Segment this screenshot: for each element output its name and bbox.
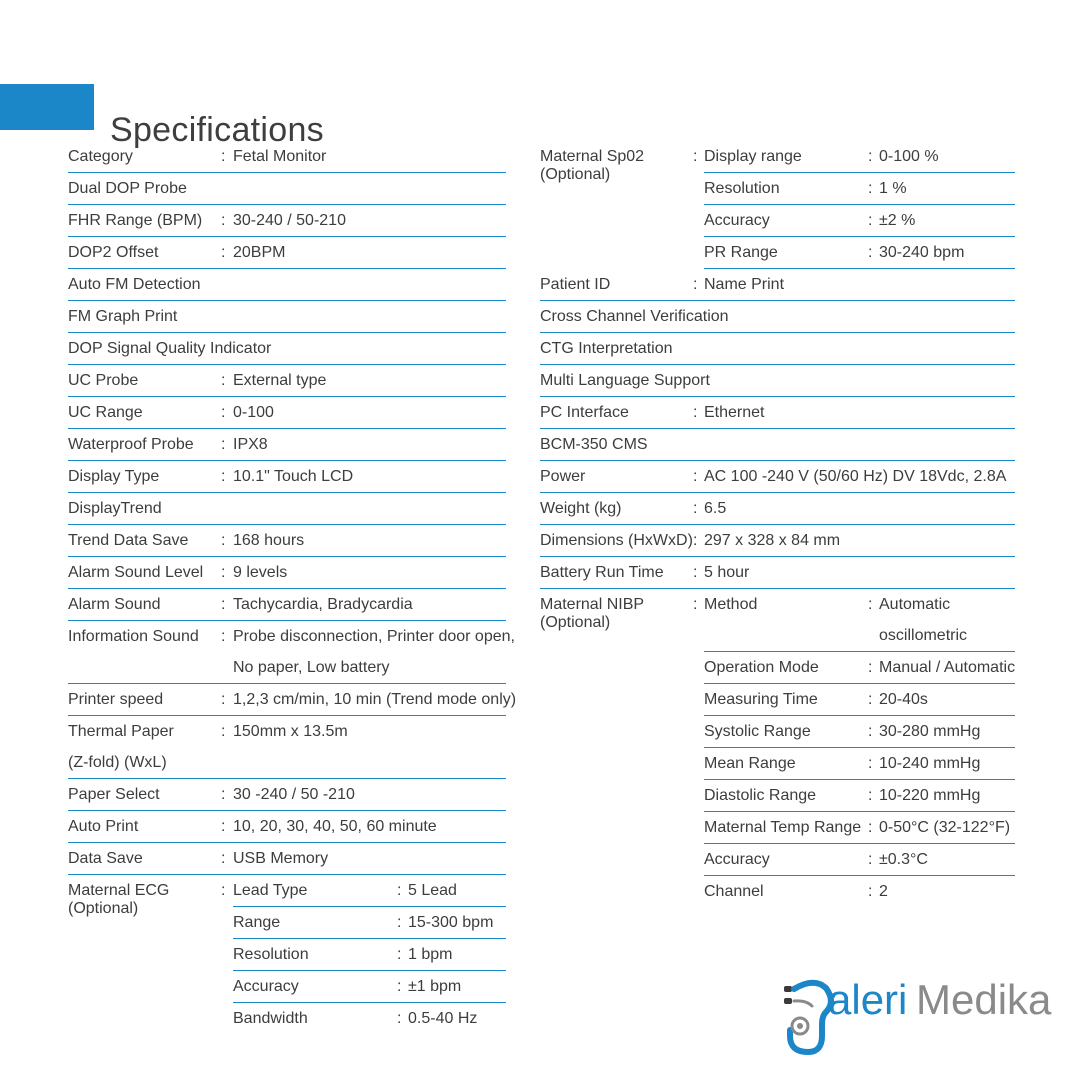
spec-label: Information Sound	[68, 628, 199, 645]
spec-label: Power	[540, 468, 586, 485]
spec-row	[540, 334, 1015, 365]
spec-colon: :	[397, 1010, 402, 1027]
spec-label: Auto FM Detection	[68, 276, 201, 293]
spec-subvalue: 30-240 bpm	[879, 244, 965, 261]
spec-colon: :	[868, 819, 873, 836]
spec-row	[68, 526, 506, 557]
spec-value: 30 -240 / 50 -210	[233, 786, 355, 803]
spec-label: Category	[68, 148, 133, 165]
spec-label: CTG Interpretation	[540, 340, 673, 357]
spec-label: Data Save	[68, 850, 143, 867]
spec-label: Printer speed	[68, 691, 164, 708]
maternal-nibp	[540, 590, 1015, 907]
spec-subvalue: Automatic	[879, 596, 951, 613]
spec-label: FM Graph Print	[68, 308, 178, 325]
logo-text-aleri: aleri	[828, 976, 908, 1023]
spec-label: Cross Channel Verification	[540, 308, 729, 325]
spec-subrow	[233, 940, 506, 971]
spec-colon: :	[221, 596, 226, 613]
spec-row	[68, 494, 506, 525]
spec-label: Alarm Sound Level	[68, 564, 204, 581]
spec-subrow	[704, 653, 1015, 684]
spec-colon: :	[693, 596, 698, 613]
spec-subvalue: 1 %	[879, 180, 907, 197]
spec-colon: :	[693, 468, 698, 485]
spec-row	[540, 558, 1015, 589]
spec-column-left	[68, 142, 517, 1035]
spec-colon: :	[397, 978, 402, 995]
spec-subrow	[704, 685, 1015, 716]
spec-subvalue: 10-240 mmHg	[879, 755, 981, 772]
spec-colon: :	[221, 723, 226, 740]
spec-colon: :	[221, 628, 226, 645]
maternal-ecg-label	[68, 876, 169, 918]
spec-colon: :	[693, 276, 698, 293]
maternal-nibp-title: Maternal NIBP	[540, 596, 645, 613]
spec-label: Weight (kg)	[540, 500, 622, 517]
maternal-spo2-title: Maternal Sp02	[540, 148, 645, 165]
title-accent-bar	[0, 84, 94, 130]
spec-label: Trend Data Save	[68, 532, 189, 549]
maternal-nibp-optional: (Optional)	[540, 614, 611, 631]
spec-row	[68, 206, 506, 237]
spec-label: UC Probe	[68, 372, 139, 389]
spec-row	[68, 174, 506, 205]
spec-subrow	[704, 813, 1015, 844]
spec-label: Multi Language Support	[540, 372, 710, 389]
spec-sublabel: Maternal Temp Range	[704, 819, 862, 836]
spec-subrow	[233, 972, 506, 1003]
spec-row	[540, 302, 1015, 333]
spec-row	[68, 780, 506, 811]
spec-colon: :	[221, 468, 226, 485]
maternal-nibp-items	[704, 590, 1015, 907]
spec-sublabel: Mean Range	[704, 755, 796, 772]
spec-colon: :	[221, 404, 226, 421]
spec-sublabel: Diastolic Range	[704, 787, 817, 804]
spec-value: 0-100	[233, 404, 274, 421]
spec-subvalue: ±0.3°C	[879, 851, 928, 868]
logo-text-medika: Medika	[916, 976, 1052, 1023]
spec-sublabel: Systolic Range	[704, 723, 811, 740]
spec-row	[540, 526, 1015, 557]
spec-value: 6.5	[704, 500, 727, 517]
spec-label: Battery Run Time	[540, 564, 664, 581]
spec-row	[68, 366, 506, 397]
spec-colon: :	[221, 850, 226, 867]
spec-row	[68, 334, 506, 365]
spec-value: 5 hour	[704, 564, 750, 581]
spec-value: 20BPM	[233, 244, 286, 261]
spec-colon: :	[221, 564, 226, 581]
spec-subvalue: ±2 %	[879, 212, 916, 229]
spec-value: External type	[233, 372, 327, 389]
spec-colon: :	[221, 212, 226, 229]
spec-row	[68, 558, 506, 589]
spec-colon: :	[868, 148, 873, 165]
spec-label: Display Type	[68, 468, 160, 485]
spec-subrow	[704, 590, 1015, 652]
spec-row	[68, 685, 517, 716]
maternal-ecg-items	[233, 876, 506, 1034]
spec-subrow	[704, 845, 1015, 876]
spec-colon: :	[868, 691, 873, 708]
spec-label: Dimensions (HxWxD)	[540, 532, 693, 549]
spec-colon: :	[221, 532, 226, 549]
spec-value: Tachycardia, Bradycardia	[233, 596, 413, 613]
spec-label: Auto Print	[68, 818, 139, 835]
spec-colon: :	[868, 851, 873, 868]
spec-subvalue: 20-40s	[879, 691, 928, 708]
spec-row	[68, 302, 506, 333]
spec-label: Patient ID	[540, 276, 611, 293]
spec-subvalue: 1 bpm	[408, 946, 453, 963]
spec-colon: :	[693, 532, 698, 549]
spec-row	[68, 398, 506, 429]
spec-row	[540, 462, 1015, 493]
maternal-spo2-label	[540, 142, 644, 184]
spec-label: Alarm Sound	[68, 596, 161, 613]
spec-subvalue: 0-100 %	[879, 148, 939, 165]
spec-sublabel: Resolution	[704, 180, 780, 197]
spec-value: 150mm x 13.5m	[233, 723, 348, 740]
spec-label: Waterproof Probe	[68, 436, 194, 453]
spec-value: USB Memory	[233, 850, 329, 867]
spec-sublabel: Operation Mode	[704, 659, 819, 676]
spec-colon: :	[868, 787, 873, 804]
spec-subvalue-line2: oscillometric	[879, 627, 968, 644]
spec-colon: :	[221, 882, 226, 899]
spec-sublabel: Method	[704, 596, 758, 613]
maternal-ecg-optional: (Optional)	[68, 900, 139, 917]
spec-colon: :	[221, 244, 226, 261]
maternal-spo2-optional: (Optional)	[540, 166, 611, 183]
spec-row	[68, 462, 506, 493]
spec-subrow	[704, 206, 1015, 237]
spec-subvalue: 0.5-40 Hz	[408, 1010, 478, 1027]
spec-sublabel: PR Range	[704, 244, 778, 261]
spec-subrow	[704, 174, 1015, 205]
maternal-ecg-title: Maternal ECG	[68, 882, 170, 899]
spec-colon: :	[221, 818, 226, 835]
spec-colon: :	[221, 786, 226, 803]
spec-subrow	[233, 908, 506, 939]
spec-label: Paper Select	[68, 786, 160, 803]
spec-sublabel: Accuracy	[233, 978, 299, 995]
spec-value: 30-240 / 50-210	[233, 212, 346, 229]
spec-subrow	[704, 142, 1015, 173]
spec-colon: :	[868, 212, 873, 229]
spec-colon: :	[868, 244, 873, 261]
spec-sublabel: Channel	[704, 883, 764, 900]
galeri-medika-logo	[780, 972, 1060, 1062]
spec-sublabel: Resolution	[233, 946, 309, 963]
spec-row	[68, 717, 506, 779]
spec-subrow	[233, 1004, 506, 1034]
spec-row	[68, 844, 506, 875]
spec-colon: :	[221, 436, 226, 453]
spec-label: DisplayTrend	[68, 500, 162, 517]
spec-subvalue: Manual / Automatic	[879, 659, 1016, 676]
spec-colon: :	[868, 596, 873, 613]
spec-colon: :	[221, 691, 226, 708]
spec-label-line2: (Z-fold) (WxL)	[68, 754, 167, 771]
spec-label: BCM-350 CMS	[540, 436, 648, 453]
spec-colon: :	[693, 148, 698, 165]
spec-subrow	[704, 877, 1015, 907]
maternal-spo2-items	[704, 142, 1015, 269]
spec-label: DOP2 Offset	[68, 244, 159, 261]
spec-subvalue: ±1 bpm	[408, 978, 462, 995]
spec-value: Name Print	[704, 276, 785, 293]
spec-subrow	[704, 238, 1015, 269]
spec-row	[68, 622, 515, 684]
spec-colon: :	[868, 180, 873, 197]
spec-row	[540, 270, 1015, 301]
spec-row	[68, 270, 506, 301]
spec-subvalue: 0-50°C (32-122°F)	[879, 819, 1011, 836]
spec-subvalue: 5 Lead	[408, 882, 457, 899]
spec-colon: :	[693, 564, 698, 581]
spec-row	[540, 398, 1015, 429]
maternal-spo2	[540, 142, 1015, 269]
spec-colon: :	[397, 882, 402, 899]
spec-subvalue: 30-280 mmHg	[879, 723, 981, 740]
spec-subrow	[704, 749, 1015, 780]
spec-value: 10, 20, 30, 40, 50, 60 minute	[233, 818, 437, 835]
spec-colon: :	[868, 659, 873, 676]
spec-value: Fetal Monitor	[233, 148, 327, 165]
spec-sublabel: Lead Type	[233, 882, 308, 899]
spec-colon: :	[397, 946, 402, 963]
spec-subrow	[704, 717, 1015, 748]
spec-label: DOP Signal Quality Indicator	[68, 340, 272, 357]
spec-subrow	[233, 876, 506, 907]
page-title: Specifications	[110, 110, 324, 149]
spec-subvalue: 15-300 bpm	[408, 914, 494, 931]
spec-value: 297 x 328 x 84 mm	[704, 532, 841, 549]
spec-colon: :	[868, 755, 873, 772]
spec-row	[68, 812, 506, 843]
spec-sublabel: Measuring Time	[704, 691, 818, 708]
spec-row	[68, 238, 506, 269]
spec-colon: :	[397, 914, 402, 931]
spec-row	[68, 142, 506, 173]
spec-value: Probe disconnection, Printer door open,	[233, 628, 515, 645]
spec-value: 168 hours	[233, 532, 305, 549]
spec-colon: :	[221, 372, 226, 389]
spec-row	[68, 430, 506, 461]
spec-label: UC Range	[68, 404, 143, 421]
spec-column-right	[540, 142, 1015, 908]
spec-colon: :	[868, 723, 873, 740]
spec-sublabel: Range	[233, 914, 281, 931]
spec-row	[540, 366, 1015, 397]
spec-colon: :	[693, 500, 698, 517]
spec-row	[540, 430, 1015, 461]
spec-sublabel: Accuracy	[704, 212, 770, 229]
spec-value-line2: No paper, Low battery	[233, 659, 390, 676]
spec-value: 9 levels	[233, 564, 288, 581]
spec-value: 1,2,3 cm/min, 10 min (Trend mode only)	[233, 691, 517, 708]
spec-colon: :	[868, 883, 873, 900]
spec-label: PC Interface	[540, 404, 629, 421]
spec-label: FHR Range (BPM)	[68, 212, 203, 229]
spec-subvalue: 10-220 mmHg	[879, 787, 981, 804]
spec-value: IPX8	[233, 436, 268, 453]
spec-colon: :	[221, 148, 226, 165]
spec-row	[540, 494, 1015, 525]
spec-label: Thermal Paper	[68, 723, 174, 740]
spec-row	[68, 590, 506, 621]
maternal-nibp-label	[540, 590, 644, 632]
spec-sublabel: Accuracy	[704, 851, 770, 868]
spec-sublabel: Display range	[704, 148, 802, 165]
spec-sublabel: Bandwidth	[233, 1010, 308, 1027]
spec-label: Dual DOP Probe	[68, 180, 187, 197]
maternal-ecg	[68, 876, 506, 1034]
spec-value: AC 100 -240 V (50/60 Hz) DV 18Vdc, 2.8A	[704, 468, 1007, 485]
spec-value: Ethernet	[704, 404, 765, 421]
spec-value: 10.1" Touch LCD	[233, 468, 354, 485]
spec-subrow	[704, 781, 1015, 812]
spec-colon: :	[693, 404, 698, 421]
spec-subvalue: 2	[879, 883, 888, 900]
